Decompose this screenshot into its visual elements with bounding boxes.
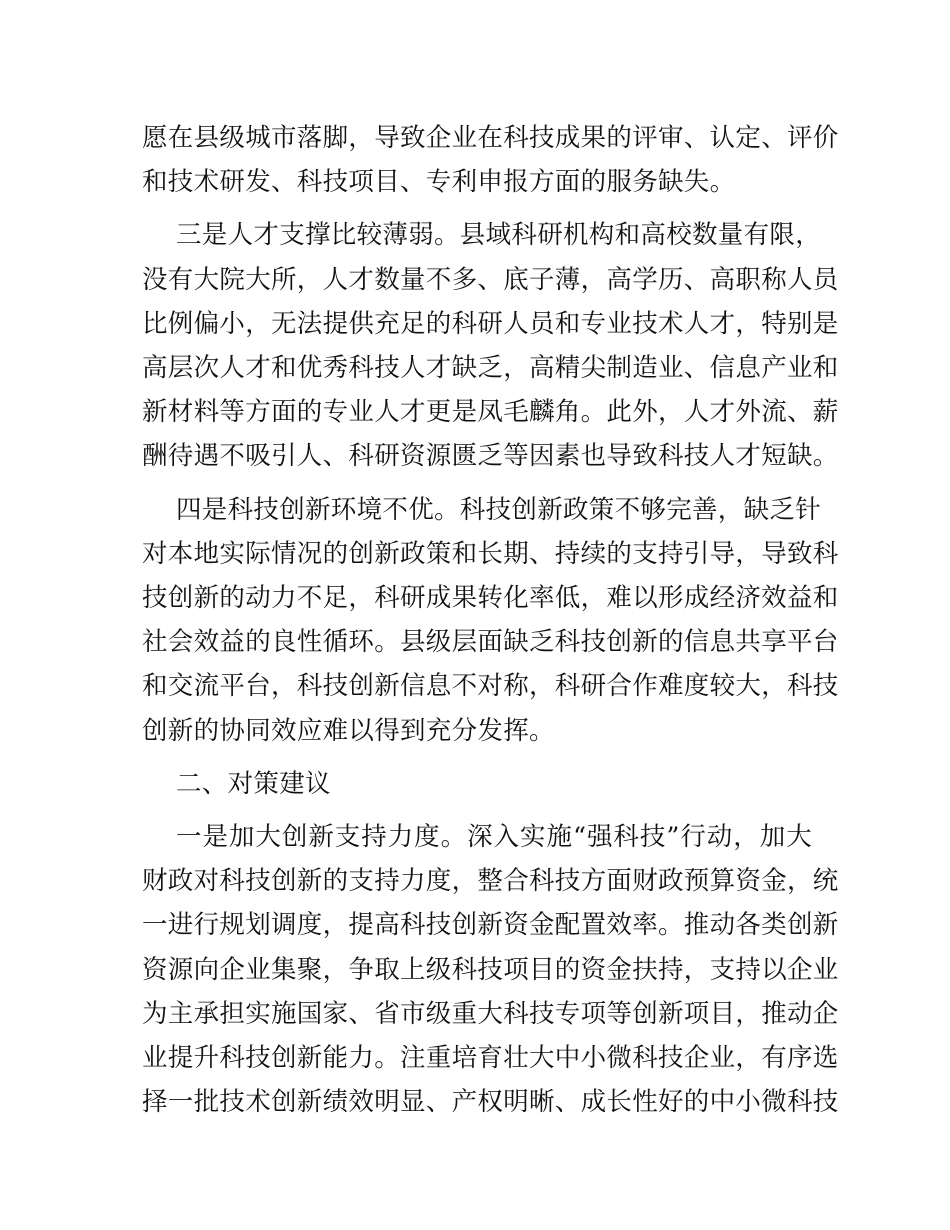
text-line: 酬待遇不吸引人、科研资源匮乏等因素也导致科技人才短缺。 bbox=[142, 441, 839, 472]
paragraph-talent-support bbox=[142, 213, 839, 478]
paragraph-innovation-support bbox=[142, 815, 839, 1124]
text-line: 一进行规划调度，提高科技创新资金配置效率。推动各类创新 bbox=[142, 910, 839, 941]
document-body bbox=[142, 116, 839, 1133]
text-line: 择一批技术创新绩效明显、产权明晰、成长性好的中小微科技 bbox=[142, 1087, 839, 1118]
paragraph-innovation-environment bbox=[142, 488, 839, 753]
text-line: 财政对科技创新的支持力度，整合科技方面财政预算资金，统 bbox=[142, 866, 839, 897]
text-line: 三是人才支撑比较薄弱。县域科研机构和高校数量有限， bbox=[176, 220, 822, 251]
text-line: 没有大院大所，人才数量不多、底子薄，高学历、高职称人员 bbox=[142, 264, 839, 295]
paragraph-service-gap bbox=[142, 116, 839, 204]
text-line: 高层次人才和优秀科技人才缺乏，高精尖制造业、信息产业和 bbox=[142, 353, 839, 384]
section-heading-countermeasures bbox=[142, 762, 812, 806]
section-heading: 二、对策建议 bbox=[176, 768, 331, 799]
text-line: 比例偏小，无法提供充足的科研人员和专业技术人才，特别是 bbox=[142, 308, 839, 339]
text-line: 对本地实际情况的创新政策和长期、持续的支持引导，导致科 bbox=[142, 538, 839, 569]
text-line: 愿在县级城市落脚，导致企业在科技成果的评审、认定、评价 bbox=[142, 123, 839, 153]
text-line: 创新的协同效应难以得到充分发挥。 bbox=[142, 715, 555, 746]
text-line: 为主承担实施国家、省市级重大科技专项等创新项目，推动企 bbox=[142, 998, 839, 1029]
text-line: 资源向企业集聚，争取上级科技项目的资金扶持，支持以企业 bbox=[142, 954, 839, 985]
text-line: 和交流平台，科技创新信息不对称，科研合作难度较大，科技 bbox=[142, 671, 839, 702]
text-line: 一是加大创新支持力度。深入实施“强科技”行动，加大 bbox=[176, 822, 812, 853]
text-line: 和技术研发、科技项目、专利申报方面的服务缺失。 bbox=[142, 167, 736, 198]
text-line: 业提升科技创新能力。注重培育壮大中小微科技企业，有序选 bbox=[142, 1043, 839, 1074]
text-line: 社会效益的良性循环。县级层面缺乏科技创新的信息共享平台 bbox=[142, 627, 839, 658]
text-line: 新材料等方面的专业人才更是凤毛麟角。此外，人才外流、薪 bbox=[142, 397, 839, 428]
text-line: 技创新的动力不足，科研成果转化率低，难以形成经济效益和 bbox=[142, 583, 839, 614]
text-line: 四是科技创新环境不优。科技创新政策不够完善，缺乏针 bbox=[176, 494, 822, 525]
